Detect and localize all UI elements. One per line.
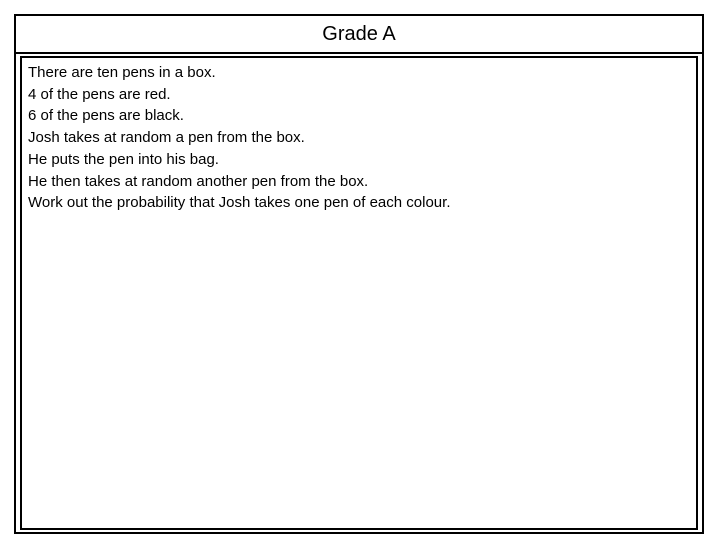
question-line: 4 of the pens are red. (28, 85, 171, 103)
question-text (28, 62, 450, 214)
question-line: He puts the pen into his bag. (28, 150, 219, 168)
question-box (20, 56, 698, 530)
question-line: Josh takes at random a pen from the box. (28, 129, 305, 147)
page-title: Grade A (322, 23, 396, 45)
title-bar (16, 16, 702, 54)
question-line: There are ten pens in a box. (28, 64, 216, 81)
worksheet-frame (14, 14, 704, 534)
question-line: Work out the probability that Josh takes one pen of each colour. (28, 194, 451, 212)
question-line: 6 of the pens are black. (28, 107, 184, 125)
question-line: He then takes at random another pen from the box. (28, 172, 369, 190)
